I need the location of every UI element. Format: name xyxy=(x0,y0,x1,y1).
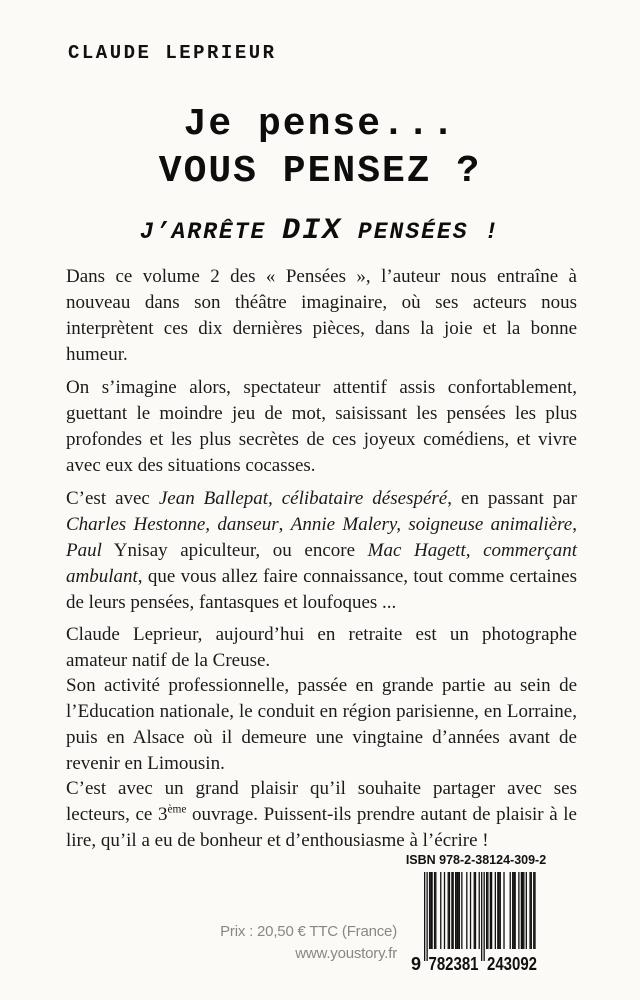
ean13-barcode xyxy=(410,872,542,973)
publisher-website-url: www.youstory.fr xyxy=(295,945,397,962)
price-label: Prix : 20,50 € TTC (France) xyxy=(220,923,397,940)
isbn-label: ISBN 978-2-38124-309-2 xyxy=(405,853,547,867)
book-subtitle xyxy=(0,214,640,248)
barcode-digits-right: 243092 xyxy=(487,954,537,973)
description-paragraph-3: C’est avec Jean Ballepat, célibataire désespéré, en passant par Charles Hestonne, danseur, Annie Malery, soigneuse animalière, Paul Ynisay apiculteur, ou encore Mac Hagett, commerçant ambulant, que vous allez faire connaissance, tout comme certaines de leurs pensées, fantasques et loufoques ... xyxy=(66,488,577,613)
bio-paragraph-1: Claude Leprieur, aujourd’hui en retraite est un photographe amateur natif de la Creuse. xyxy=(66,624,577,671)
description-block xyxy=(66,264,577,623)
book-title xyxy=(0,101,640,195)
book-title-line2: VOUS PENSEZ ? xyxy=(158,150,482,193)
barcode-block xyxy=(400,853,552,973)
description-paragraph-1: Dans ce volume 2 des « Pensées », l’auteur nous entraîne à nouveau dans son théâtre imaginaire, où ses acteurs nous interprètent ces dix dernières pièces, dans la joie et la bonne humeur. xyxy=(66,266,577,365)
bio-paragraph-2: Son activité professionnelle, passée en grande partie au sein de l’Education nationale, le conduit en région parisienne, en Lorraine, puis en Alsace où il demeure une vingtaine d’années avant de revenir en Limousin. xyxy=(66,675,577,774)
barcode-digits-left: 782381 xyxy=(428,954,479,973)
bio-paragraph-3: C’est avec un grand plaisir qu’il souhaite partager avec ses lecteurs, ce 3ème ouvrage. Puissent-ils prendre autant de plaisir à le lire, qu’il a eu de bonheur et d’enthousiasme à l’écrire ! xyxy=(66,778,577,851)
subtitle-pre: J’ARRÊTE xyxy=(139,219,283,245)
description-paragraph-2: On s’imagine alors, spectateur attentif assis confortablement, guettant le moindre jeu de mot, saisissant les pensées les plus profondes et les plus secrètes de ces joyeux comédiens, et vivre avec eux des situations cocasses. xyxy=(66,377,577,476)
barcode-digit-first: 9 xyxy=(411,954,422,973)
subtitle-emphasis: DIX xyxy=(282,214,343,248)
book-title-line1: Je pense... xyxy=(183,103,457,146)
author-name: CLAUDE LEPRIEUR xyxy=(68,42,277,64)
subtitle-post: PENSÉES ! xyxy=(342,219,501,245)
author-bio-block xyxy=(66,622,577,853)
price-block xyxy=(220,921,397,965)
